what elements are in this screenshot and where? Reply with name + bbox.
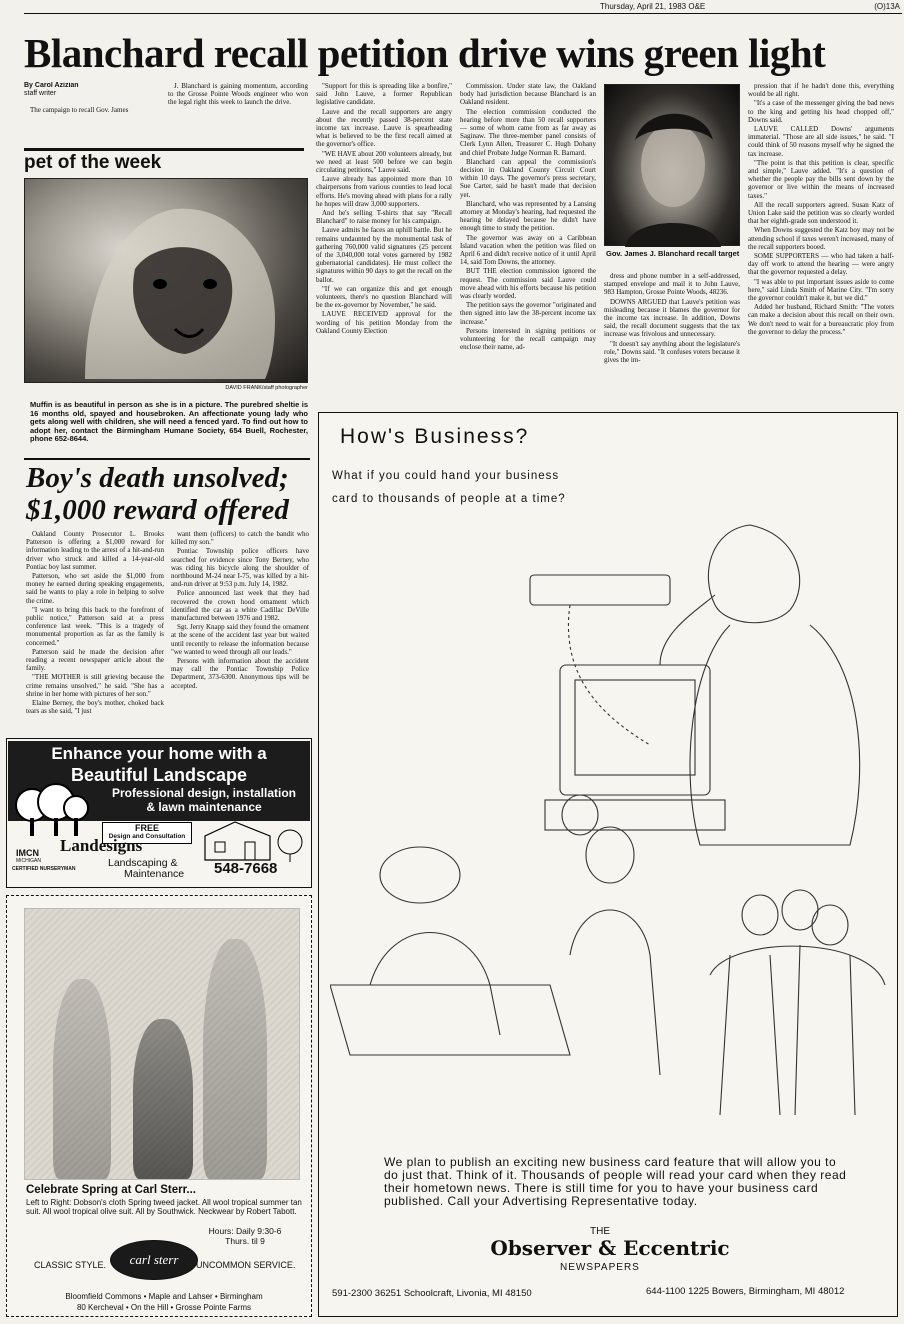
boy-para: Police announced last week that they had recovered the crown hood ornament which identified the car as a white Cadillac DeVille manufactured between 1976 and 1982.: [171, 589, 309, 623]
article-col-3: [316, 82, 452, 387]
col4-para: The governor was away on a Caribbean Island vacation when the petition was filed on April 6 and didn't receive notice of it until April 14, said Tom Downs, the attorney.: [460, 233, 596, 267]
boy-para: Sgt. Jerry Knapp said they found the ornament at the scene of the accident last year but waited until recently to release the information because "we wanted to weed through all our leads.": [171, 623, 309, 656]
office-illustration: [330, 515, 890, 1140]
model-figure: [53, 979, 111, 1179]
biz-body: We plan to publish an exciting new business card feature that will allow you to do just that. Think of it. Thousands of people will read your card when they read their hometown news. There is still time for you to have your business card published. Call your Advertising Representative today.: [384, 1155, 847, 1208]
sterr-location-2: 80 Kercheval • On the Hill • Grosse Pointe Farms: [76, 1303, 252, 1312]
col6-para: "The point is that this petition is clear, specific and simple," Lauve added. "It's a question of whether the people pay the bills sent down by the governor or live within the means of increased taxes.": [748, 158, 894, 200]
model-figure: [133, 1019, 193, 1179]
folio-page: (O)13A: [874, 2, 900, 11]
boy-headline-line-2: $1,000 reward offered: [26, 494, 289, 526]
article-col-4: [460, 82, 596, 387]
landesigns-service-1: Landscaping &: [108, 857, 178, 869]
boy-para: Patterson, who set aside the $1,000 from money he earned during speaking engagements, said he wants to play a role in helping to solve the crime.: [26, 572, 164, 605]
col4-para: Blanchard, who was represented by a Lansing attorney at Monday's hearing, had requested the hearing be delayed because he didn't have enough time to study the petition.: [460, 199, 596, 233]
portrait-illustration: [605, 85, 741, 247]
boy-para: Oakland County Prosecutor L. Brooks Patterson is offering a $1,000 reward for information leading to the arrest of a hit-and-run driver who struck and killed a 14-year-old Pontiac boy last summer.: [26, 530, 164, 571]
article-col-5: [604, 272, 740, 390]
col6-para: "I was able to put important issues aside to come here," said Linda Smith of Marine City. "I'm sorry the governor couldn't make it, but we did.": [748, 277, 894, 303]
boy-para: "I want to bring this back to the forefront of public notice," Patterson said at a press conference last week. "This is a tragedy of monumental proportion as far as the family is concerned.": [26, 605, 164, 647]
pet-photo: [24, 178, 308, 383]
boy-para: Persons with information about the accident may call the Pontiac Township Police Department, 373-6300. Anonymous tips will be accepted.: [171, 657, 309, 690]
imcn-sub: MICHIGAN: [16, 858, 41, 864]
pet-caption: Muffin is as beautiful in person as she is in a picture. The purebred sheltie is 16 months old, spayed and housebroken. An affectionate young lady who gets along well with children, she will need a fenced yard. To find out how to adopt her, contact the Birmingham Humane Society, 654 Buell, Rochester, phone 652-8644.: [30, 400, 308, 443]
article-col-2: [168, 82, 308, 108]
col4-para: Blanchard can appeal the commission's decision in Oakland County Circuit Court within 10 days. The governor's press secretary, Sue Carter, said he hasn't made that decision yet.: [460, 157, 596, 199]
col6-para: LAUVE CALLED Downs' arguments immaterial. "Those are all side issues," he said. "I could think of 50 reasons myself why he signed the tax increase.: [748, 125, 894, 158]
office-sketch: [330, 515, 890, 1140]
landesigns-line-2: Beautiful Landscape: [70, 765, 248, 785]
col5-para: dress and phone number in a self-addressed, stamped envelope and mail it to John Lauve, 983 Hampton, Grosse Pointe Woods, 48236.: [604, 272, 740, 297]
biz-sub-2: card to thousands of people at a time?: [332, 493, 566, 505]
col4-para: BUT THE election commission ignored the request. The commission said Lauve could move ahead with his efforts because his petition was clearly worded.: [460, 267, 596, 301]
main-headline: Blanchard recall petition drive wins green light: [24, 30, 826, 76]
free-label: FREE: [134, 823, 159, 833]
blanchard-photo: [604, 84, 740, 246]
office-livonia[interactable]: 591-2300 36251 Schoolcraft, Livonia, MI 48150: [332, 1288, 532, 1299]
blanchard-caption: Gov. James J. Blanchard recall target: [606, 249, 740, 258]
boy-headline-line-1: Boy's death unsolved;: [26, 462, 289, 494]
boy-para: Patterson said he made the decision after reading a recent newspaper article about the family.: [26, 647, 164, 673]
col3-para: Lauve and the recall supporters are angry about the recently passed 38-percent state income tax increase. Lauve is spearheading what is believed to be the first recall aimed at the governor's office.: [316, 107, 452, 149]
biz-sub-1: What if you could hand your business: [332, 470, 560, 482]
biz-title: How's Business?: [340, 425, 530, 448]
col4-para: The petition says the governor "originated and then signed into law the 38-percent income tax increase.": [460, 301, 596, 326]
pet-photo-credit: DAVID FRANK/staff photographer: [225, 385, 308, 391]
pet-of-week-title: pet of the week: [24, 148, 304, 174]
boy-para: Pontiac Township police officers have searched for evidence since Tony Berney, who was riding his bicycle along the shoulder of northbound M-24 near I-75, was killed by a hit-and-run driver at 9:53 p.m. July 14, 1982.: [171, 547, 309, 589]
col3-para: And he's selling T-shirts that say "Recall Blanchard" to raise money for his campaign.: [316, 209, 452, 226]
col5-para: DOWNS ARGUED that Lauve's petition was misleading because it blames the governor for the income tax increase. In addition, Downs said, the recall document suggests that the tax increase was frivolous and unnecessary.: [604, 297, 740, 339]
sterr-hours-1: Hours: Daily 9:30-6: [208, 1226, 282, 1236]
landesigns-line-3: Professional design, installation: [111, 786, 297, 800]
col4-para: Commission. Under state law, the Oakland body had jurisdiction because Blanchard is an Oakland resident.: [460, 82, 596, 107]
byline-role: staff writer: [24, 90, 57, 97]
oe-newspapers: NEWSPAPERS: [560, 1262, 640, 1273]
landesigns-phone[interactable]: 548-7668: [214, 860, 278, 877]
page-folio: [600, 2, 900, 11]
landesigns-line-4: & lawn maintenance: [146, 800, 262, 814]
landesigns-brand: Landesigns: [60, 836, 143, 855]
uncommon-service: UNCOMMON SERVICE.: [196, 1260, 296, 1270]
oe-nameplate: Observer & Eccentric: [490, 1236, 730, 1260]
certified-label: CERTIFIED NURSERYMAN: [12, 866, 76, 872]
col3-para: Lauve already has appointed more than 10 chairpersons from various counties to lead local efforts. He's moving ahead with plans for a rally he hopes will draw 3,000 supporters.: [316, 175, 452, 208]
sterr-headline: Celebrate Spring at Carl Sterr...: [26, 1184, 197, 1196]
col4-para: Persons interested in signing petitions or volunteering for the recall campaign may enclose their name, ad-: [460, 326, 596, 352]
sterr-description: Left to Right: Dobson's cloth Spring tweed jacket. All wool tropical summer tan suit. All wool tropical olive suit. All by Southwick. Neckwear by Robert Tabott.: [26, 1198, 302, 1216]
boy-story-headline: [26, 462, 308, 526]
folio-date: Thursday, April 21, 1983 O&E: [600, 2, 706, 11]
sterr-location-1: Bloomfield Commons • Maple and Lahser • Birmingham: [65, 1292, 263, 1301]
boy-story-rule: [24, 458, 310, 460]
col6-para: Added her husband, Richard Smith: "The voters can make a decision about this recall on their own. We don't need to wait for a bureaucratic ploy from the governor to delay the process.": [748, 303, 894, 336]
col3-para: "If we can organize this and get enough volunteers, there's no question Blanchard will be the ex-governor by November," he said.: [316, 284, 452, 310]
boy-para: Elaine Berney, the boy's mother, choked back tears as she said, "I just: [26, 699, 164, 716]
office-birmingham[interactable]: 644-1100 1225 Bowers, Birmingham, MI 48012: [646, 1286, 845, 1297]
col6-para: pression that if he hadn't done this, everything would be all right.: [748, 82, 894, 99]
col6-para: SOME SUPPORTERS — who had taken a half-day off work to attend the hearing — were angry that the governor requested a delay.: [748, 252, 894, 277]
boy-col-1: [26, 530, 164, 735]
col5-para: "It doesn't say anything about the legislature's role," Downs said. "It confuses voters because it gives the im-: [604, 339, 740, 365]
col3-para: "WE HAVE about 200 volunteers already, but we need at least 500 before we can begin circulating petitions," Lauve said.: [316, 149, 452, 175]
col3-para: LAUVE RECEIVED approval for the wording of his petition Monday from the Oakland County Election: [316, 310, 452, 335]
col6-para: "It's a case of the messenger giving the bad news to the king and getting his head chopped off," Downs said.: [748, 99, 894, 124]
sterr-hours: [190, 1226, 300, 1246]
col3-para: "Support for this is spreading like a bonfire," said John Lauve, a former Republican legislative candidate.: [316, 82, 452, 107]
house-sketch-icon: [200, 818, 306, 863]
boy-para: "THE MOTHER is still grieving because the crime remains unsolved," he said. "She has a shrine in her home with pictures of her son.": [26, 673, 164, 698]
free-sub-label: Design and Consultation: [108, 833, 186, 840]
boy-para: want them (officers) to catch the bandit who killed my son.": [171, 530, 309, 547]
sterr-photo: [24, 908, 300, 1180]
byline-author: By Carol Azizian: [24, 82, 79, 89]
article-col-1: [24, 82, 160, 115]
landesigns-line-1: Enhance your home with a: [51, 744, 267, 763]
carl-sterr-logo: carl sterr: [110, 1240, 198, 1280]
tree-logo-icon: [12, 780, 92, 840]
col6-para: All the recall supporters agreed. Susan Katz of Union Lake said the petition was so clearly worded that her eighth-grade son understood it.: [748, 200, 894, 226]
oe-the: THE: [590, 1226, 610, 1237]
article-lede-2: J. Blanchard is gaining momentum, according to the Grosse Pointe Woods engineer who won the legal right this week to launch the drive.: [168, 82, 308, 107]
landesigns-service-2: Maintenance: [124, 868, 185, 880]
sheltie-illustration: [25, 179, 309, 384]
col4-para: The election commission conducted the hearing before more than 50 recall supporters — some of whom came from as far away as Saginaw. The three-member panel consists of Clerk Lynn Allen, Treasurer C. Hugh Dohany and chief Probate Judge Norman R. Barnard.: [460, 107, 596, 157]
imcn-badge: IMCN: [16, 848, 39, 858]
col6-para: When Downs suggested the Katz boy may not be attending school if taxes weren't increased, many of the recall supporters booed.: [748, 226, 894, 251]
classic-style: CLASSIC STYLE.: [34, 1260, 107, 1270]
sterr-hours-2: Thurs. til 9: [225, 1236, 265, 1246]
article-col-6: [748, 82, 894, 392]
model-figure: [203, 939, 267, 1179]
top-rule: [24, 13, 902, 14]
article-lede-1: The campaign to recall Gov. James: [30, 106, 129, 114]
col3-para: Lauve admits he faces an uphill battle. But he remains undaunted by the monumental task of gathering 760,000 valid signatures (25 percent of the 3,040,000 total votes garnered by 1982 gubernatorial candidates). He must collect the signatures within 90 days to get the recall on the ballot.: [316, 226, 452, 284]
boy-col-2: [171, 530, 309, 735]
